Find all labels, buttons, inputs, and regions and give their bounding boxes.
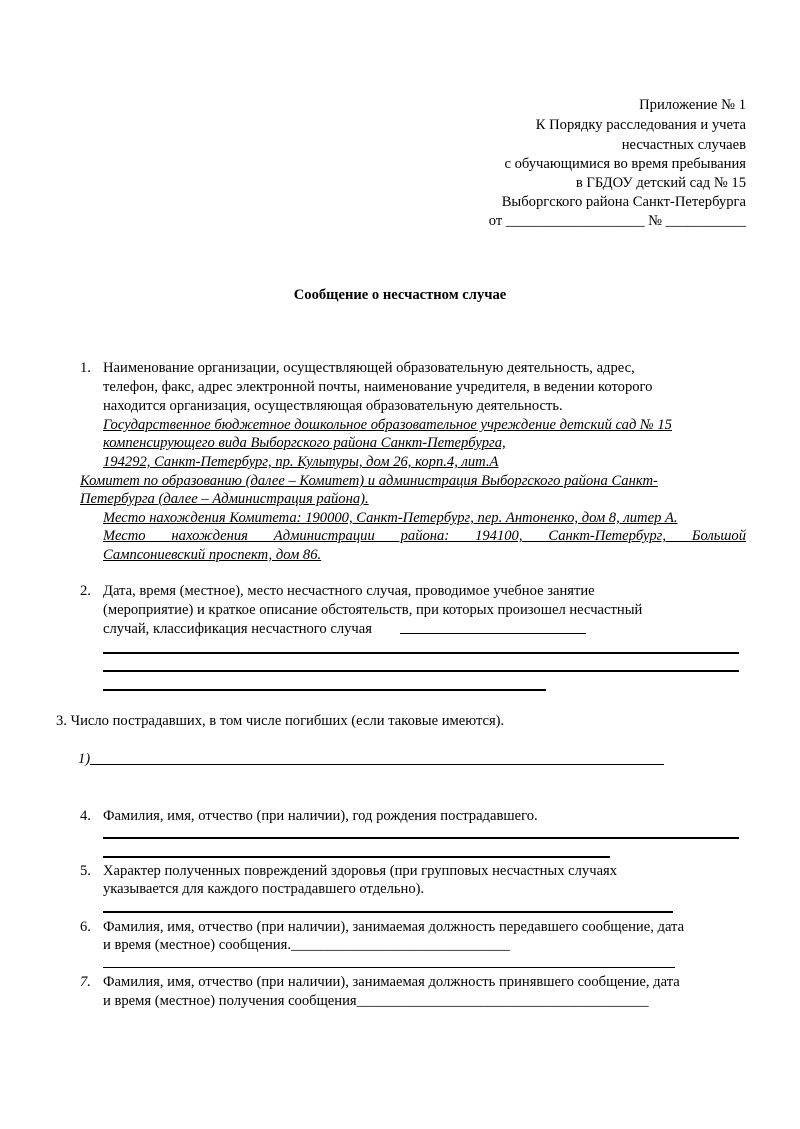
appendix-line: несчастных случаев [621, 137, 746, 153]
organization-address: 194292, Санкт-Петербург, пр. Культуры, дом 26, корп.4, лит.А [103, 454, 499, 470]
item-text: Наименование организации, осуществляющей образовательную деятельность, адрес, [103, 360, 635, 376]
founder-name: Комитет по образованию (далее – Комитет) и администрация Выборгского района Санкт- [80, 473, 658, 489]
page-title: Сообщение о несчастном случае [293, 287, 507, 303]
organization-name: компенсирующего вида Выборгского района Санкт-Петербурга, [103, 435, 506, 451]
item-text: и время (местное) получения сообщения________________________________________ [103, 993, 649, 1009]
appendix-line: в ГБДОУ детский сад № 15 [575, 175, 746, 191]
founder-address: Сампсониевский проспект, дом 86. [103, 547, 322, 563]
organization-name: Государственное бюджетное дошкольное образовательное учреждение детский сад № 15 [103, 417, 672, 433]
item-text: Фамилия, имя, отчество (при наличии), занимаемая должность передавшего сообщение, дата [103, 919, 685, 935]
item-number: 7. [80, 974, 91, 990]
appendix-date-number: от ___________________ № ___________ [488, 213, 746, 229]
item-text: Фамилия, имя, отчество (при наличии), год рождения пострадавшего. [103, 808, 538, 824]
fill-line [90, 764, 664, 765]
item-text: и время (местное) сообщения.______________________________ [103, 937, 510, 953]
founder-address: Место нахождения Комитета: 190000, Санкт-Петербург, пер. Антоненко, дом 8, литер А. [103, 510, 678, 526]
item-text: Характер полученных повреждений здоровья (при групповых несчастных случаях [103, 863, 618, 879]
item-text: Фамилия, имя, отчество (при наличии), занимаемая должность принявшего сообщение, дата [103, 974, 680, 990]
victim-number: 1) [78, 751, 91, 767]
fill-line [103, 670, 739, 672]
fill-line [103, 837, 739, 839]
fill-line [103, 689, 546, 691]
fill-line [103, 856, 610, 858]
appendix-line: с обучающимися во время пребывания [504, 156, 746, 172]
fill-line [103, 652, 739, 654]
item-text: случай, классификация несчастного случая [103, 621, 372, 637]
item-text: телефон, факс, адрес электронной почты, наименование учредителя, в ведении которого [103, 379, 653, 395]
appendix-line: Выборгского района Санкт-Петербурга [501, 194, 746, 210]
item-text: указывается для каждого пострадавшего отдельно). [103, 881, 425, 897]
founder-address: Место нахождения Администрации района: 194100, Санкт-Петербург, Большой [103, 528, 746, 544]
item-number: 1. [80, 360, 91, 376]
fill-line [103, 967, 675, 968]
fill-line [103, 911, 673, 913]
appendix-number: Приложение № 1 [639, 97, 746, 113]
item-number: 4. [80, 808, 91, 824]
item-text: Дата, время (местное), место несчастного случая, проводимое учебное занятие [103, 583, 595, 599]
founder-name: Петербурга (далее – Администрация района). [80, 491, 369, 507]
appendix-line: К Порядку расследования и учета [535, 117, 746, 133]
item-number: 2. [80, 583, 91, 599]
fill-line [400, 633, 586, 634]
item-number: 5. [80, 863, 91, 879]
item-text: (мероприятие) и краткое описание обстоятельств, при которых произошел несчастный [103, 602, 643, 618]
item-text: 3. Число пострадавших, в том числе погибших (если таковые имеются). [56, 713, 505, 729]
item-text: находится организация, осуществляющая образовательную деятельность. [103, 398, 563, 414]
item-number: 6. [80, 919, 91, 935]
